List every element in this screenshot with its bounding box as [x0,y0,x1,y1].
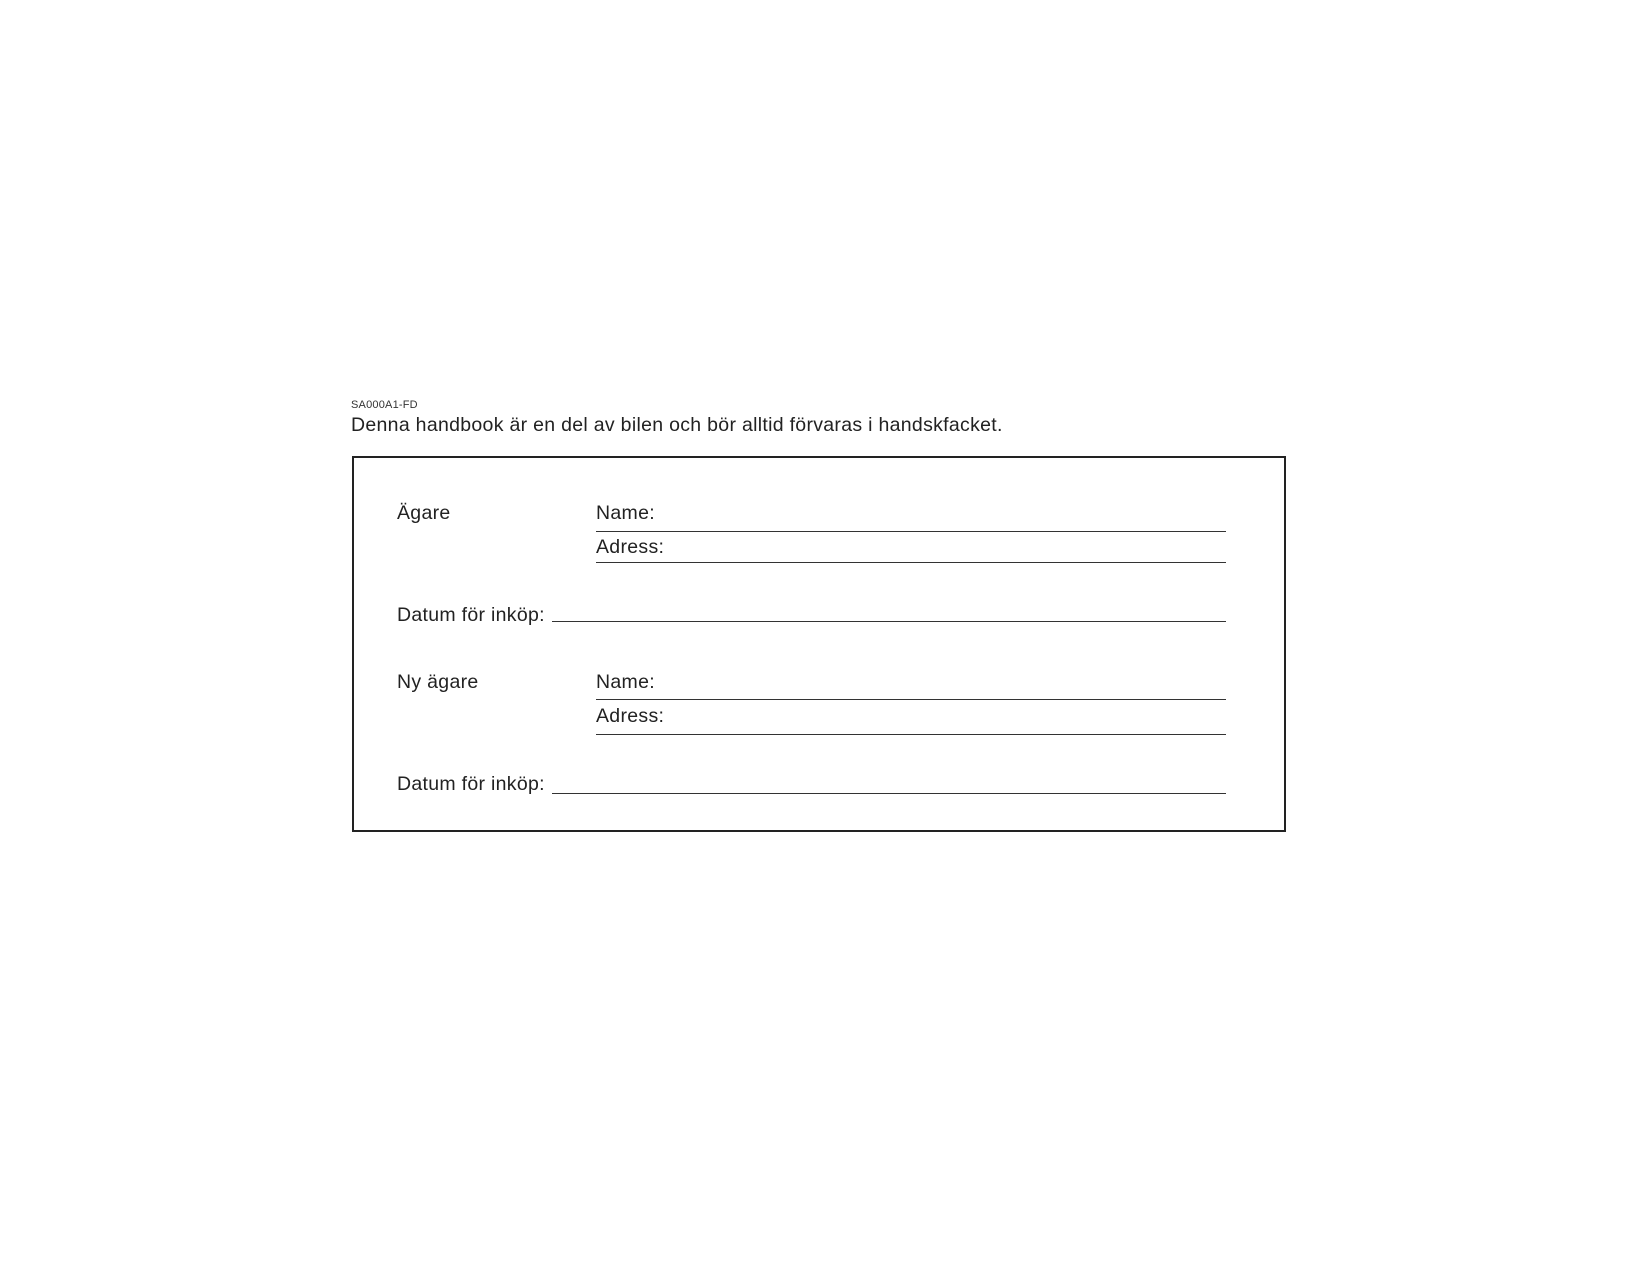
purchase-date-label-2: Datum för inköp: [397,773,545,795]
new-owner-address-line[interactable] [596,734,1226,735]
purchase-date-line-1[interactable] [552,621,1226,622]
owner-address-line[interactable] [596,562,1226,563]
owner-address-label: Adress: [596,536,665,558]
new-owner-name-line[interactable] [596,699,1226,700]
owner-name-label: Name: [596,502,655,524]
new-owner-address-label: Adress: [596,705,665,727]
purchase-date-line-2[interactable] [552,793,1226,794]
document-code: SA000A1-FD [351,399,418,411]
intro-text: Denna handbook är en del av bilen och bör alltid förvaras i handskfacket. [351,414,1003,436]
new-owner-label: Ny ägare [397,671,479,693]
owner-name-line[interactable] [596,531,1226,532]
owner-label: Ägare [397,502,451,524]
new-owner-name-label: Name: [596,671,655,693]
purchase-date-label-1: Datum för inköp: [397,604,545,626]
